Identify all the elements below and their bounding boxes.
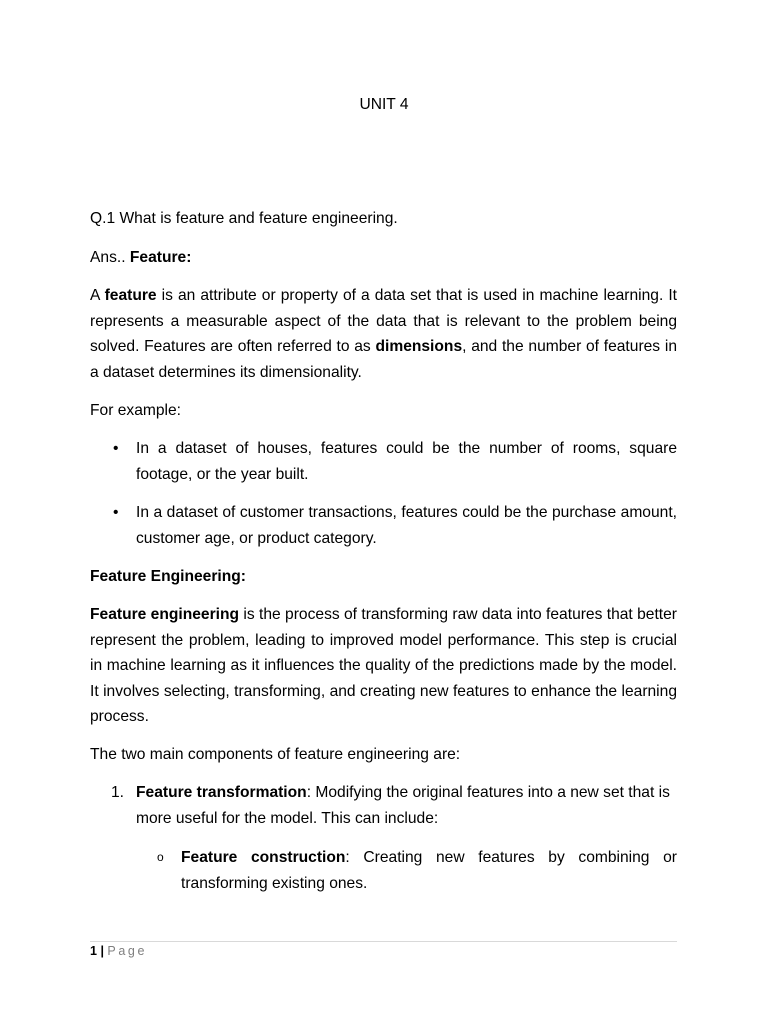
footer-divider: [90, 941, 677, 942]
fe-heading-text: Feature Engineering:: [90, 568, 246, 585]
question-text: Q.1 What is feature and feature engineering.: [90, 210, 398, 227]
feature-text-1: is an attribute or property of a data set that is used in machine learning. It represents a measurable aspect of the data that is relevant to the problem being solved. Features are often referred to as: [90, 287, 677, 355]
fe-term: Feature engineering: [90, 606, 240, 623]
list-number: 1.: [111, 784, 125, 801]
feature-engineering-heading: [90, 564, 677, 590]
bullet-marker: •: [113, 504, 119, 521]
component-term: Feature transformation: [136, 784, 307, 801]
answer-heading-line: [90, 245, 677, 271]
feature-text-2: , and the number of features in a dataset determines its dimensionality.: [90, 338, 677, 381]
feature-lead: A: [90, 287, 105, 304]
component-text: : Modifying the original features into a new set that is more useful for the model. This can include:: [136, 784, 670, 827]
example-item-houses: In a dataset of houses, features could be the number of rooms, square footage, or the year built.: [136, 440, 677, 483]
feature-paragraph: [90, 283, 677, 385]
component-item-transformation: [136, 780, 677, 831]
example-item-transactions: In a dataset of customer transactions, features could be the purchase amount, customer age, or product category.: [136, 504, 677, 547]
fe-text: is the process of transforming raw data into features that better represent the problem, leading to improved model performance. This step is crucial in machine learning as it influences the quality of the predictions made by the model. It involves selecting, transforming, and creating new features to enhance the learning process.: [90, 606, 677, 725]
page-word: Page: [107, 944, 148, 958]
sub-item-construction: [181, 845, 677, 896]
page-title: UNIT 4: [359, 96, 409, 113]
page-separator: |: [100, 944, 104, 958]
example-label: For example:: [90, 402, 181, 419]
page-footer: [90, 942, 147, 960]
sub-item-term: Feature construction: [181, 849, 346, 866]
answer-prefix: Ans..: [90, 249, 130, 266]
feature-term: feature: [104, 287, 157, 304]
components-intro: The two main components of feature engineering are:: [90, 746, 461, 763]
dimensions-term: dimensions: [375, 338, 463, 355]
answer-heading: Feature:: [129, 249, 192, 266]
page-number: 1: [90, 944, 97, 958]
feature-engineering-paragraph: [90, 602, 677, 730]
sub-bullet-marker: o: [157, 850, 164, 864]
sub-item-text: : Creating new features by combining or transforming existing ones.: [181, 849, 677, 892]
bullet-marker: •: [113, 440, 119, 457]
